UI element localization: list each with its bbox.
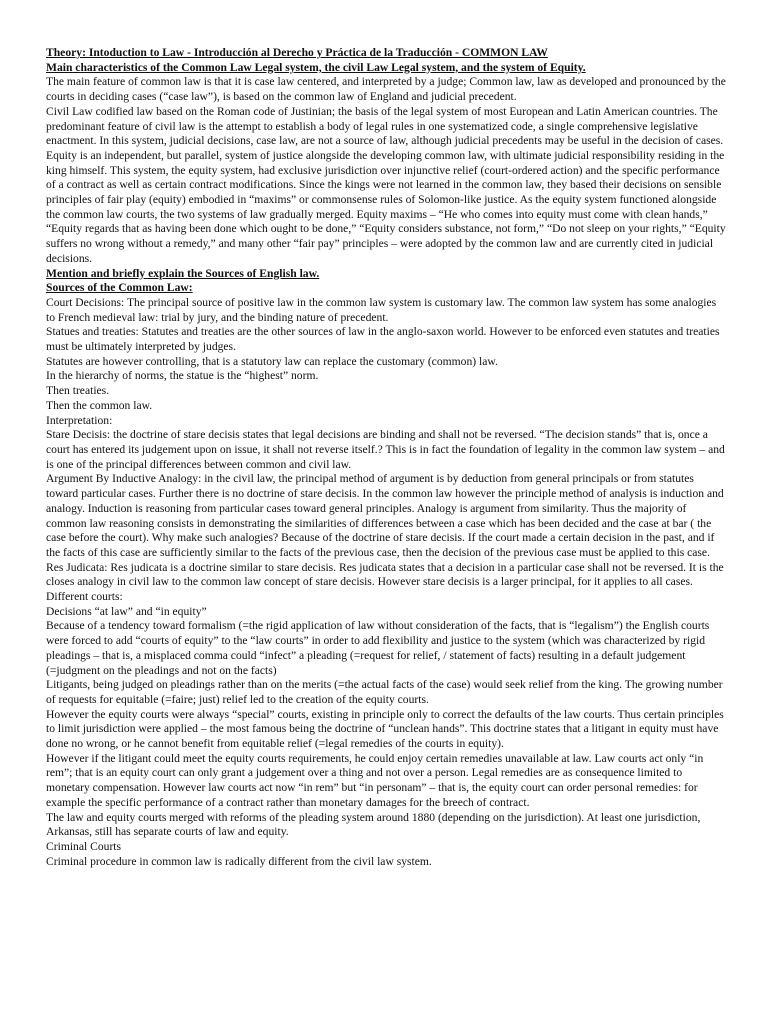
paragraph-court-decisions: Court Decisions: The principal source of positive law in the common law system is customary law. The common law system has some analogies to French medieval law: trial by jury, and the binding nature of precedent. [46,295,717,324]
paragraph-decisions-at-law: Decisions “at law” and “in equity” [46,604,207,618]
paragraph-stare-decisis: Stare Decisis: the doctrine of stare decisis states that legal decisions are binding and shall not be reversed. “The decision stands” that is, once a court has entered its judgement upon on issue, it shall not reverse itself.? This is in fact the foundation of legality in the common law system – and is one of the principal differences between common and civil law. [46,428,725,471]
paragraph-formalism: Because of a tendency toward formalism (=the rigid application of law without consideration of the facts, that is “legalism”) the English courts were forced to add “courts of equity” to the “law courts” in order to add flexibility and justice to the system (which was characterized by rigid pleadings – that is, a misplaced comma could “infect” a pleading (=request for relief, / statement of facts) resulting in a default judgement (=judgment on the pleadings and not on the facts) [46,619,710,677]
paragraph-statutes-controlling: Statutes are however controlling, that is a statutory law can replace the customary (common) law. [46,354,498,368]
paragraph-then-treaties: Then treaties. [46,384,110,398]
heading-main-characteristics: Main characteristics of the Common Law Legal system, the civil Law Legal system, and the system of Equity. [46,60,586,74]
paragraph-argument-analogy: Argument By Inductive Analogy: in the civil law, the principal method of argument is by deduction from general principals or from statutes toward particular cases. Further there is no doctrine of stare decisis. In the common law however the principle method of analysis is induction and analogy. Induction is reasoning from particular cases toward general principles. Analogy is argument from similarity. Thus the majority of common law reasoning consists in demonstrating the similarities of differences between a case which has been decided and the case at bar ( the case before the court). Why make such analogies? Because of the doctrine of stare decisis. If the court made a certain decision in the past, and if the facts of this case are sufficiently similar to the facts of the previous case, then the decision of the previous case must be applied to this case. [46,472,724,559]
document-title: Theory: Intoduction to Law - Introducción al Derecho y Práctica de la Traducción - COMMON LAW [46,46,548,59]
paragraph-criminal-courts: Criminal Courts [46,839,122,853]
paragraph-in-rem: However if the litigant could meet the equity courts requirements, he could enjoy certain remedies unavailable at law. Law courts act only “in rem”; that is an equity court can only grant a judgement over a thing and not over a person. Legal remedies are as consequence limited to monetary compensation. However law courts act now “in rem” but “in personam” – that is, the equity court can order personal remedies: for example the specific performance of a contract rather than monetary damages for the breech of contract. [46,751,704,809]
paragraph-then-common-law: Then the common law. [46,398,153,412]
paragraph-interpretation: Interpretation: [46,413,113,427]
document-page [46,46,726,869]
paragraph-civil-law: Civil Law codified law based on the Roman code of Justinian; the basis of the legal system of most European and Latin American countries. The predominant feature of civil law is the attempt to establish a body of legal rules in one systematized code, a single comprehensive legislative enactment. In this system, judicial decisions, case law, are not a source of law, although judicial precedents may be useful in the decision of cases. [46,104,724,148]
heading-mention-sources: Mention and briefly explain the Sources of English law. [46,266,320,280]
paragraph-equity: Equity is an independent, but parallel, system of justice alongside the developing common law, with ultimate judicial responsibility residing in the king himself. This system, the equity system, had exclusive jurisdiction over injunctive relief (court-ordered action) and the specific performance of a contract as well as certain contract modifications. Since the kings were not learned in the common law, they based their decisions on sensible principles of fair play (equity) embodied in “maxims” or commonsense rules of Solomon-like justice. As the equity system functioned alongside the common law courts, the two systems of law gradually merged. Equity maxims – “He who comes into equity must come with clean hands,” “Equity regards that as having been done which ought to be done,” “Equity considers substance, not form,” “Do not sleep on your rights,” “Equity suffers no wrong without a remedy,” and many other “fair pay” principles – were adopted by the common law and are currently cited in judicial decisions. [46,148,726,265]
paragraph-merged: The law and equity courts merged with reforms of the pleading system around 1880 (depending on the jurisdiction). At least one jurisdiction, Arkansas, still has separate courts of law and equity. [46,810,701,839]
paragraph-res-judicata: Res Judicata: Res judicata is a doctrine similar to stare decisis. Res judicata states that a decision in a particular case shall not be reversed. It is the closes analogy in civil law to the common law concept of stare decisis. However stare decisis is a larger principal, for it applies to all cases. [46,560,724,589]
paragraph-statues-treaties: Statues and treaties: Statutes and treaties are the other sources of law in the anglo-saxon world. However to be enforced even statutes and treaties must be ultimately interpreted by judges. [46,325,720,354]
paragraph-different-courts: Different courts: [46,590,123,604]
paragraph-hierarchy: In the hierarchy of norms, the statue is the “highest” norm. [46,369,319,383]
paragraph-special-courts: However the equity courts were always “special” courts, existing in principle only to correct the defaults of the law courts. Thus certain principles to limit jurisdiction were applied – the most famous being the doctrine of “unclean hands”. This doctrine states that a litigant in equity must have done no wrong, or he cannot benefit from equitable relief (=legal remedies of the courts in equity). [46,707,724,751]
heading-sources-common-law: Sources of the Common Law: [46,281,193,295]
paragraph-criminal-procedure: Criminal procedure in common law is radically different from the civil law system. [46,854,432,868]
paragraph-litigants: Litigants, being judged on pleadings rather than on the merits (=the actual facts of the case) would seek relief from the king. The growing number of requests for equitable (=faire; just) relief led to the creation of the equity courts. [46,678,723,706]
paragraph-common-law: The main feature of common law is that it is case law centered, and interpreted by a judge; Common law, law as developed and pronounced by the courts in deciding cases (“case law”), is based on the common law of England and judicial precedent. [46,75,726,104]
